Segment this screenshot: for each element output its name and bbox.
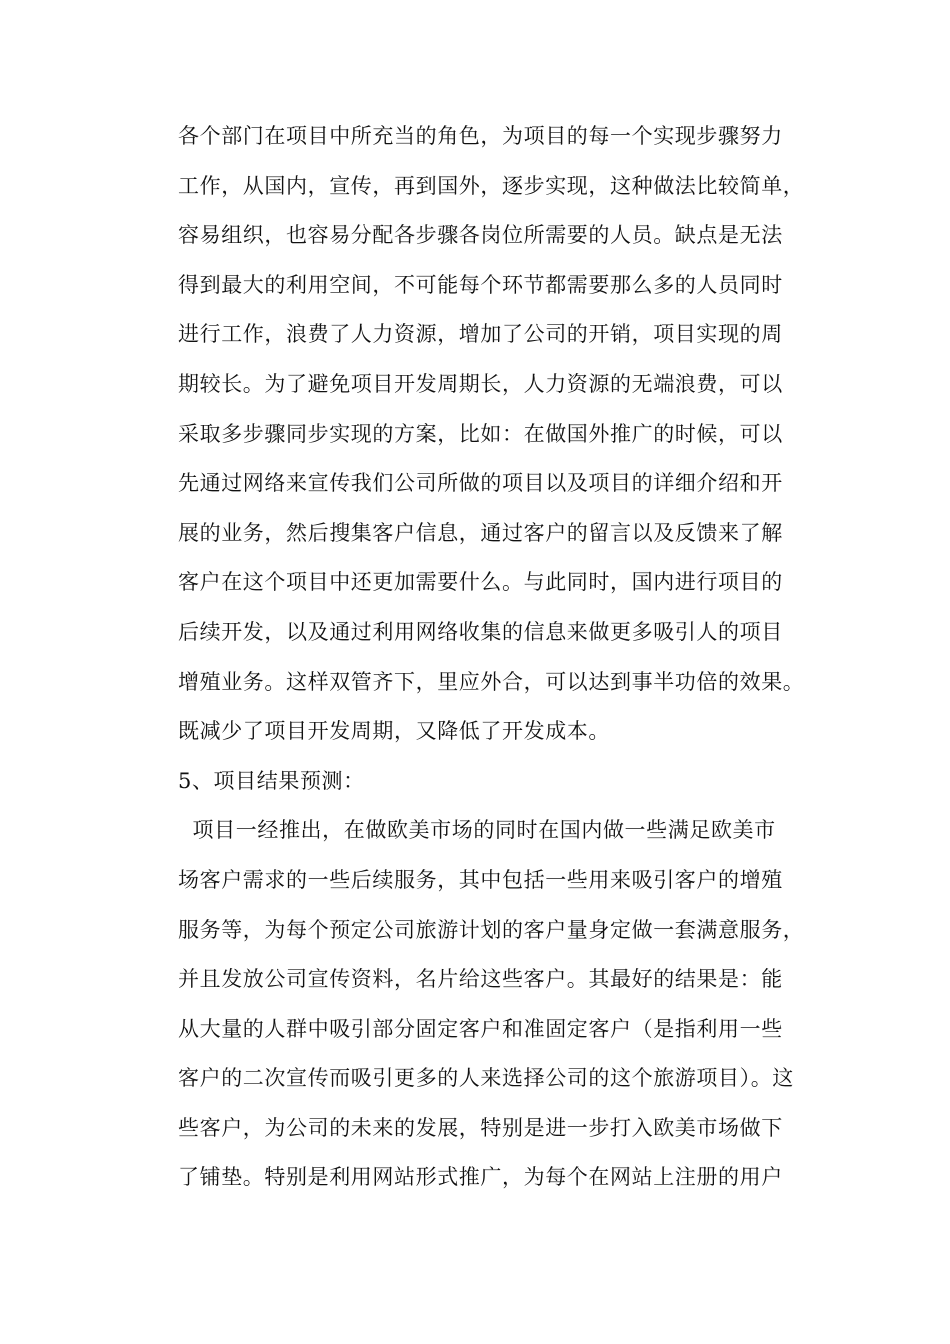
text-line: 些客户，为公司的未来的发展，特别是进一步打入欧美市场做下 bbox=[178, 1115, 783, 1140]
text-line: 得到最大的利用空间，不可能每个环节都需要那么多的人员同时 bbox=[178, 272, 783, 297]
text-line: 客户在这个项目中还更加需要什么。与此同时，国内进行项目的 bbox=[178, 570, 783, 595]
text-line: 客户的二次宣传而吸引更多的人来选择公司的这个旅游项目）。这 bbox=[178, 1066, 794, 1091]
text-line: 项目一经推出，在做欧美市场的同时在国内做一些满足欧美市 bbox=[178, 818, 776, 843]
text-line: 进行工作，浪费了人力资源，增加了公司的开销，项目实现的周 bbox=[178, 322, 783, 347]
text-line: 工作，从国内，宣传，再到国外，逐步实现，这种做法比较简单， bbox=[178, 173, 805, 198]
text-line: 容易组织，也容易分配各步骤各岗位所需要的人员。缺点是无法 bbox=[178, 223, 783, 248]
text-line: 后续开发，以及通过利用网络收集的信息来做更多吸引人的项目 bbox=[178, 619, 783, 644]
text-line: 服务等，为每个预定公司旅游计划的客户量身定做一套满意服务， bbox=[178, 917, 805, 942]
text-line: 并且发放公司宣传资料，名片给这些客户。其最好的结果是：能 bbox=[178, 967, 783, 992]
text-line: 增殖业务。这样双管齐下，里应外合，可以达到事半功倍的效果。 bbox=[178, 669, 805, 694]
text-line: 先通过网络来宣传我们公司所做的项目以及项目的详细介绍和开 bbox=[178, 471, 783, 496]
section-heading: 5、项目结果预测： bbox=[178, 768, 365, 793]
text-line: 展的业务，然后搜集客户信息，通过客户的留言以及反馈来了解 bbox=[178, 520, 783, 545]
text-line: 从大量的人群中吸引部分固定客户和准固定客户（是指利用一些 bbox=[178, 1016, 783, 1041]
text-line: 场客户需求的一些后续服务，其中包括一些用来吸引客户的增殖 bbox=[178, 867, 783, 892]
text-line: 采取多步骤同步实现的方案，比如：在做国外推广的时候，可以 bbox=[178, 421, 783, 446]
text-line: 了铺垫。特别是利用网站形式推广，为每个在网站上注册的用户 bbox=[178, 1165, 783, 1190]
text-line: 期较长。为了避免项目开发周期长，人力资源的无端浪费，可以 bbox=[178, 371, 783, 396]
text-line: 既减少了项目开发周期，又降低了开发成本。 bbox=[178, 719, 610, 744]
body-text bbox=[178, 112, 818, 1203]
text-line: 各个部门在项目中所充当的角色，为项目的每一个实现步骤努力 bbox=[178, 124, 783, 148]
